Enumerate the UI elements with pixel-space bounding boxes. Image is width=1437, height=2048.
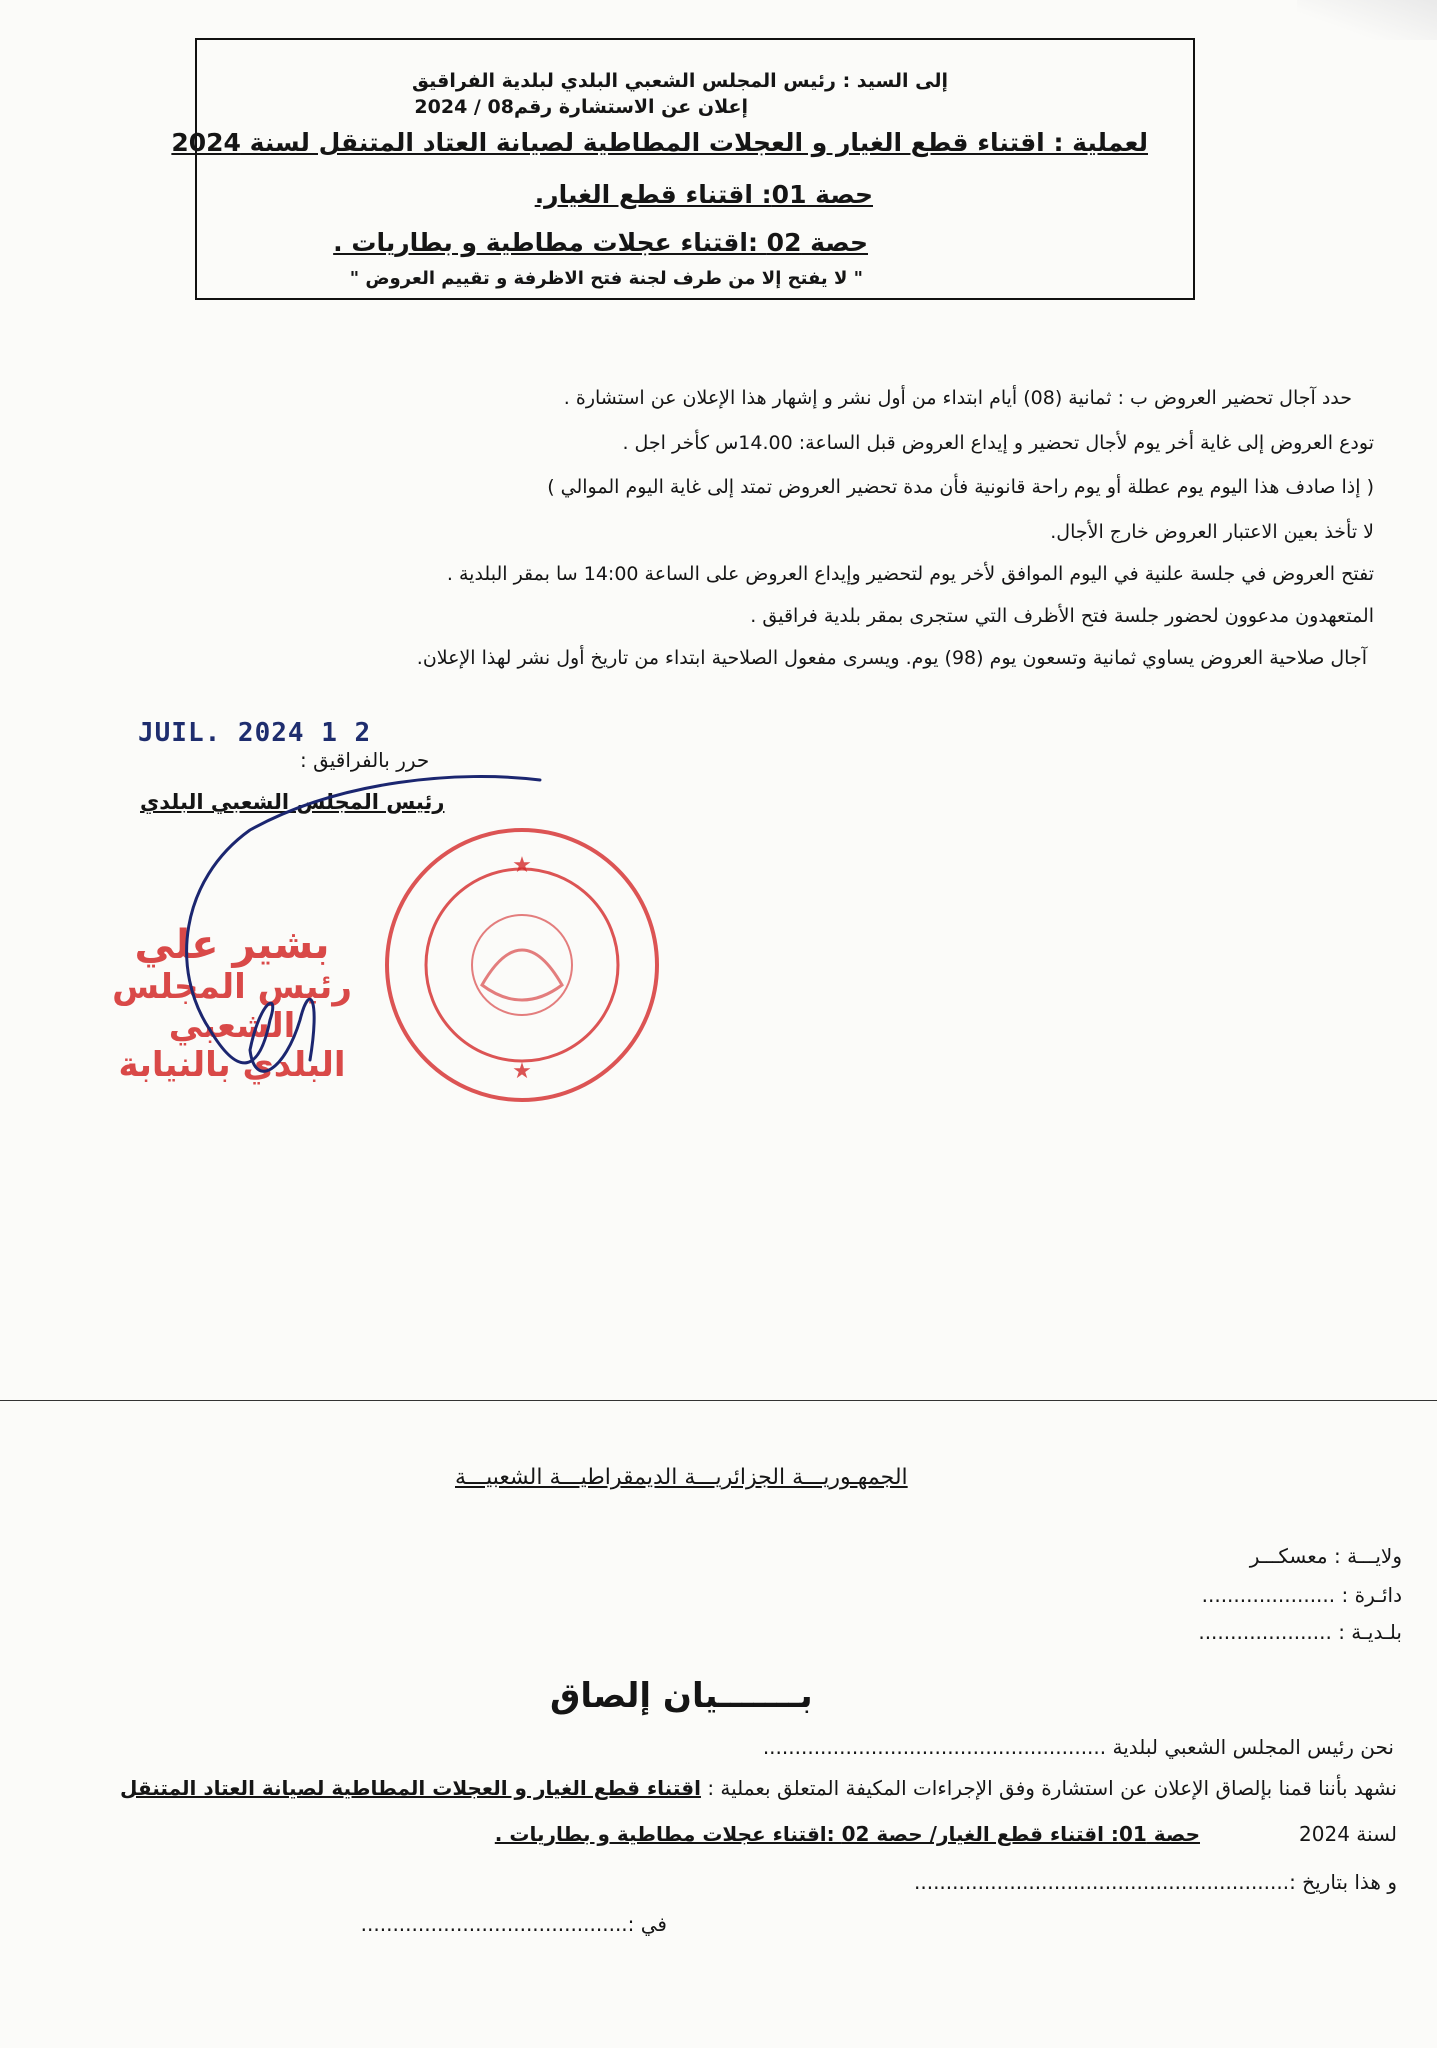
baladia-field: بلـديـة : ..................... [1198,1620,1402,1644]
stamp-name: بشير علي [134,922,330,968]
written-at: حرر بالفراقيق : [300,748,430,772]
stamp-delegation: البلدي بالنيابة [118,1045,346,1086]
notice-title: بـــــــيان إلصاق [550,1676,813,1716]
addressee: إلى السيد : رئيس المجلس الشعبي البلدي لبلدية الفراقيق [412,70,948,92]
notice-line-attest [120,1776,1397,1800]
notice-line-year: لسنة 2024 [1299,1822,1397,1846]
header-box [171,38,1195,300]
stamp-role: رئيس المجلس الشعبي [112,967,352,1047]
date-stamp: 2 1 JUIL. 2024 [138,718,372,748]
page-fold [1297,0,1437,40]
operation-title: لعملية : اقتناء قطع الغيار و العجلات المطاطية لصيانة العتاد المتنقل لسنة 2024 [171,128,1148,157]
notice-line-place: في :.......................................... [360,1912,667,1936]
opening-note: " لا يفتح إلا من طرف لجنة فتح الاظرفة و تقييم العروض " [349,268,863,289]
announcement-number: إعلان عن الاستشارة رقم08 / 2024 [414,96,748,118]
republic-title: الجمهـوريـــة الجزائريـــة الديمقراطيـــة الشعبيـــة [455,1465,908,1490]
body-line-holiday: ( إذا صادف هذا اليوم يوم عطلة أو يوم راحة قانونية فأن مدة تحضير العروض تمتد إلى غاية اليوم الموالي ) [547,476,1374,498]
handwritten-signature-icon [160,770,560,1100]
body-line-late: لا تأخذ بعين الاعتبار العروض خارج الأجال. [1050,521,1374,543]
notice-line-lots: حصة 01: اقتناء قطع الغيار/ حصة 02 :اقتناء عجلات مطاطية و بطاريات . [494,1822,1200,1846]
lot-1: حصة 01: اقتناء قطع الغيار. [534,180,873,209]
body-line-deposit: تودع العروض إلى غاية أخر يوم لأجال تحضير و إيداع العروض قبل الساعة: 14.00س كأخر اجل . [622,432,1374,454]
wilaya-field: ولايـــة : معسكـــر [1249,1544,1402,1568]
president-title: رئيس المجلس الشعبي البلدي [140,790,445,814]
attest-prefix: نشهد بأننا قمنا بإلصاق الإعلان عن استشارة وفق الإجراءات المكيفة المتعلق بعملية : [707,1776,1397,1800]
section-divider [0,1400,1437,1401]
body-line-deadline: حدد آجال تحضير العروض ب : ثمانية (08) أيام ابتداء من أول نشر و إشهار هذا الإعلان عن استشارة . [563,387,1352,409]
body-line-validity: آجال صلاحية العروض يساوي ثمانية وتسعون يوم (98) يوم. ويسرى مفعول الصلاحية ابتداء من تاريخ أول نشر لهذا الإعلان. [416,647,1367,669]
notice-line-date: و هذا بتاريخ :........................................................... [914,1870,1397,1894]
daira-field: دائـرة : ..................... [1201,1583,1402,1607]
notice-line-president: نحن رئيس المجلس الشعبي لبلدية ...................................................... [762,1735,1394,1759]
lot-2: حصة 02 :اقتناء عجلات مطاطية و بطاريات . [333,228,868,257]
body-line-opening: تفتح العروض في جلسة علنية في اليوم الموافق لأخر يوم لتحضير وإيداع العروض على الساعة 14:00 سا بمقر البلدية . [446,563,1374,585]
svg-text:★: ★ [512,1059,532,1084]
svg-text:★: ★ [512,853,532,878]
attest-operation: اقتناء قطع الغيار و العجلات المطاطية لصيانة العتاد المتنقل [120,1776,701,1800]
body-line-invitation: المتعهدون مدعوون لحضور جلسة فتح الأظرف التي ستجرى بمقر بلدية فراقيق . [750,605,1374,627]
